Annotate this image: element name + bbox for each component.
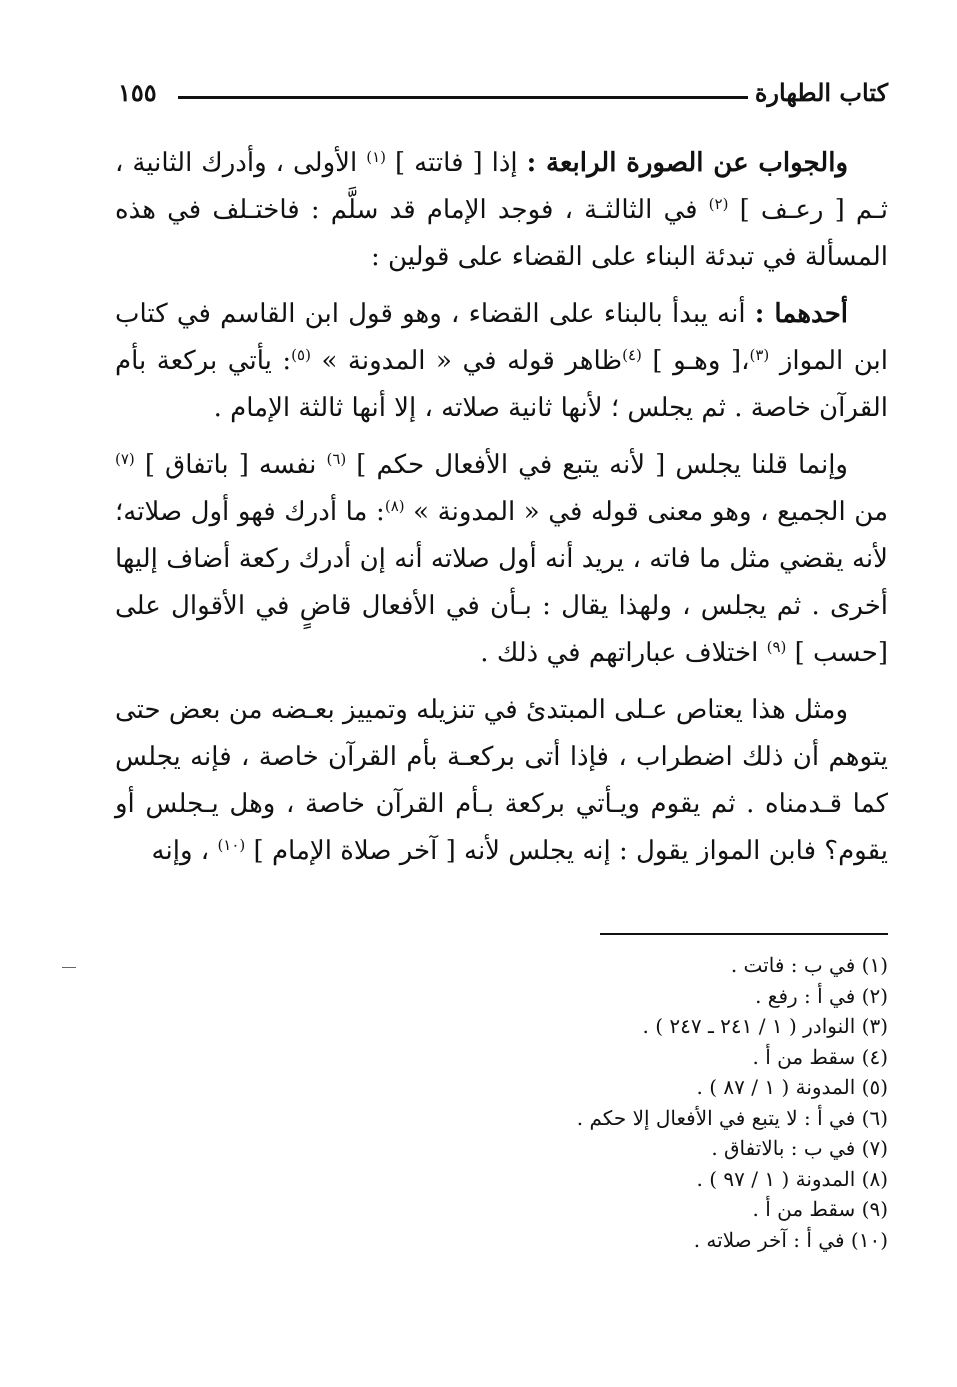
bold-lead: أحدهما : [754,299,848,329]
footnote-ref: (٨) [384,497,405,515]
footnote-ref: (١) [366,148,386,166]
scan-mark [62,967,76,968]
text-run: : ما أدرك فهو أول صلاته؛ لأنه يقضي مثل ما فاته ، يريد أنه أول صلاته أنه إن أدرك ركعة أضاف إليها أخرى . ثم يجلس ، ولهذا يقال : بـأن في الأفعال قاضٍ في الأقوال على [حسب ] [115,497,888,668]
footnote: (٤) سقط من أ . [752,1044,888,1069]
footnote: (٩) سقط من أ . [752,1197,888,1221]
footnote: (٧) في ب : بالاتفاق . [711,1136,888,1160]
text-run: في الثالثـة ، فوجد الإمام قد سلَّم : فاختـلف في هذه المسألة في تبدئة البناء على القضاء على قولين : [115,195,888,272]
footnote-ref: (٢) [708,195,729,213]
text-run: من الجميع ، وهو معنى قوله في « المدونة » [404,497,889,527]
chapter-title: كتاب الطهارة [754,78,888,107]
footnote: (٦) في أ : لا يتبع في الأفعال إلا حكم . [576,1105,888,1130]
text-run: ، وإنه [151,836,218,866]
footnote: (١٠) في أ : آخر صلاته . [693,1227,888,1252]
footnote-ref: (٤) [622,346,642,364]
paragraph-2 [115,291,888,432]
text-run: : يأتي بركعة بأم القرآن خاصة . ثم يجلس ؛ لأنها ثانية صلاته ، إلا أنها ثالثة الإمام . [115,346,888,423]
footnote-ref: (٣) [749,346,770,364]
footnote-ref: (٩) [766,638,787,656]
footnote: (٣) النوادر ( ١ / ٢٤١ ـ ٢٤٧ ) . [642,1014,888,1038]
text-run: نفسه [ باتفاق ] [134,450,327,480]
footnote-ref: (٥) [291,346,311,364]
footnote: (٢) في أ : رفع . [755,983,888,1008]
footnotes [115,950,888,1255]
text-run: ،[ وهـو ] [641,346,750,376]
page-number: ١٥٥ [118,78,157,107]
text-run: ظاهر قوله في « المدونة » [310,346,623,376]
text-run: ومثل هذا يعتاص عـلى المبتدئ في تنزيله وتمييز بعـضه من بعض حتى يتوهم أن ذلك اضطراب ، فإذا أتى بركعـة بأم القرآن خاصة ، فإنه يجلس كما قـدمناه . ثم يقوم ويـأتي بركعة بـأم القرآن خاصة ، وهل يـجلس أو يقوم؟ فابن المواز يقول : إنه يجلس لأنه [ آخر صلاة الإمام ] [115,695,888,866]
main-text [115,140,888,885]
text-run: اختلاف عباراتهم في ذلك . [480,638,767,668]
page-header [118,78,888,108]
text-run: الأولى ، وأدرك الثانية ، ثـم [ رعـف ] [115,148,888,225]
bold-lead: والجواب عن الصورة الرابعة : [526,148,848,178]
footnote-ref: (١٠) [217,836,246,854]
paragraph-1 [115,140,888,281]
footnote: (٥) المدونة ( ١ / ٨٧ ) . [696,1075,888,1099]
paragraph-3 [115,442,888,677]
header-rule [178,96,748,99]
footnote-separator [600,933,888,935]
paragraph-4 [115,687,888,875]
footnote: (٨) المدونة ( ١ / ٩٧ ) . [696,1166,888,1191]
text-run: أنه يبدأ بالبناء على القضاء ، وهو قول ابن القاسم في كتاب ابن المواز [115,299,889,376]
text-run: وإنما قلنا يجلس [ لأنه يتبع في الأفعال حكم ] [346,450,848,480]
footnote-ref: (٦) [326,450,347,468]
footnote: (١) في ب : فاتت . [730,953,888,977]
footnote-ref: (٧) [115,450,135,468]
text-run: إذا [ فاتته ] [386,148,527,178]
